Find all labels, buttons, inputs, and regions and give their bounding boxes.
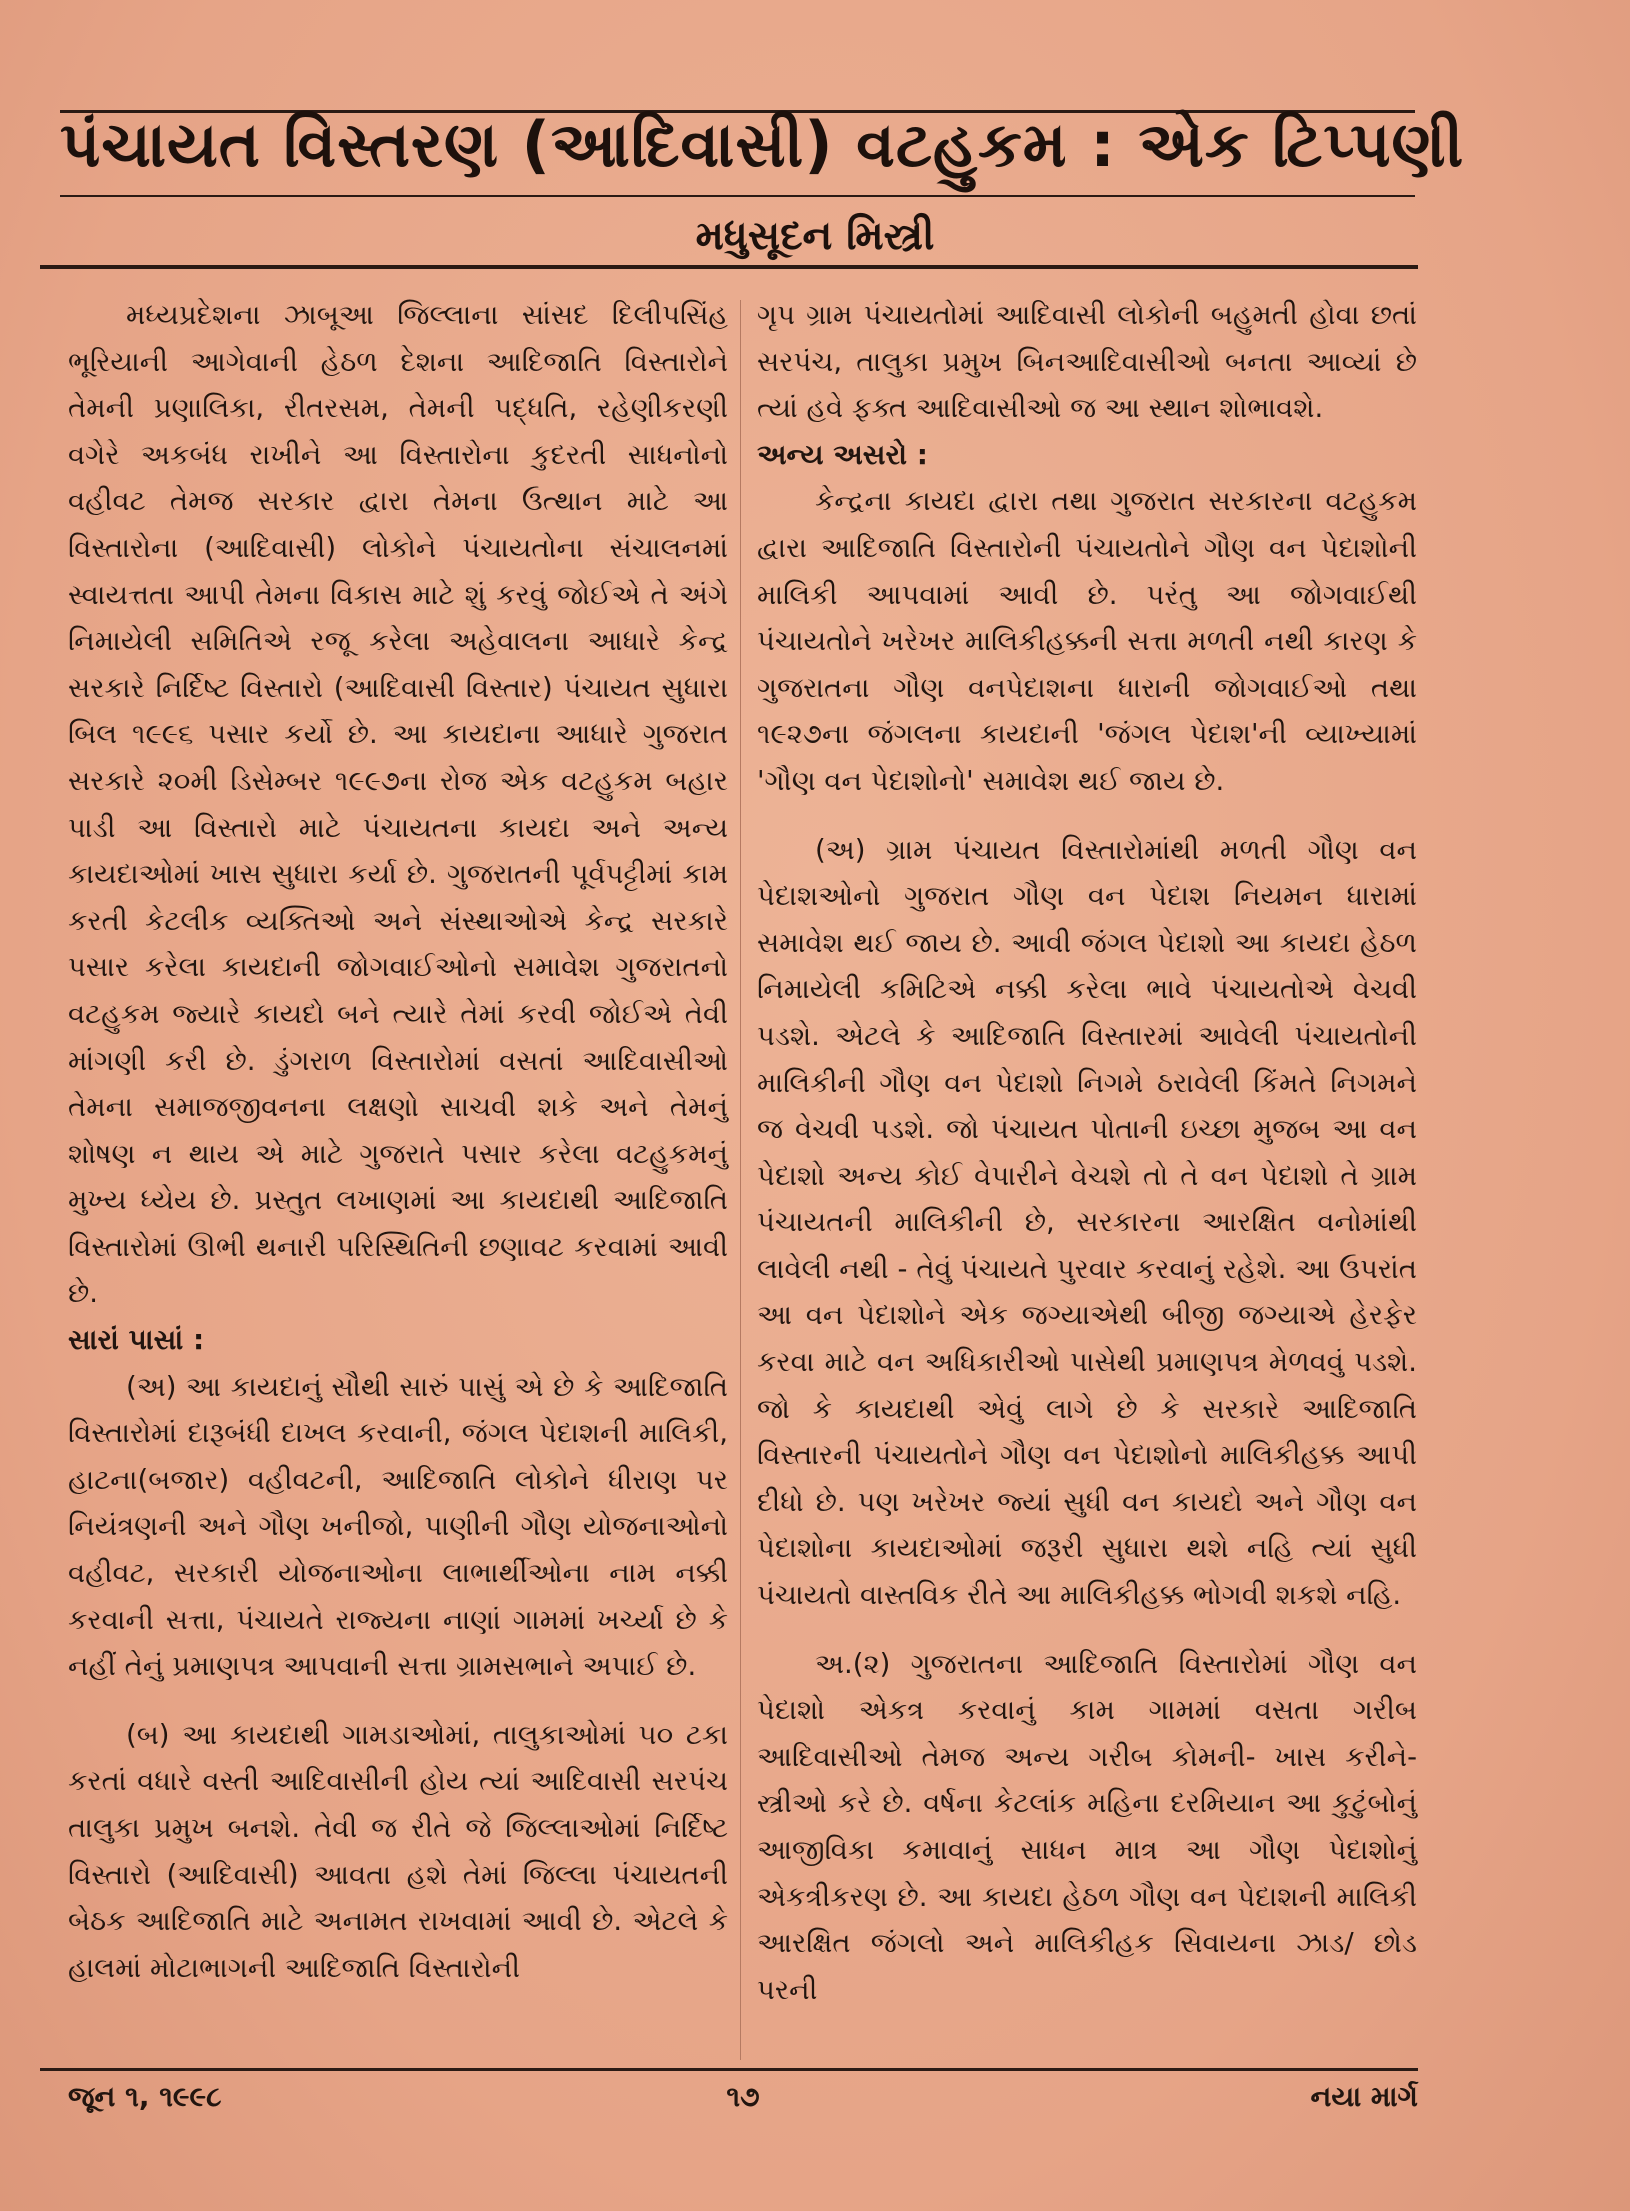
article-title: પંચાયત વિસ્તરણ (આદિવાસી) વટહુકમ : એક ટિપ્પણી <box>60 108 1465 181</box>
article-author: મધુસૂદન મિસ્ત્રી <box>695 213 935 259</box>
left-column <box>68 292 728 1991</box>
left-paragraph-a: (અ) આ કાયદાનું સૌથી સારું પાસું એ છે કે આદિજાતિ વિસ્તારોમાં દારૂબંધી દાખલ કરવાની, જંગલ પેદાશની માલિકી, હાટના(બજાર) વહીવટની, આદિજાતિ લોકોને ધીરાણ પર નિયંત્રણની અને ગૌણ ખનીજો, પાણીની ગૌણ યોજનાઓનો વહીવટ, સરકારી યોજનાઓના લાભાર્થીઓના નામ નક્કી કરવાની સત્તા, પંચાયતે રાજ્યના નાણાં ગામમાં ખર્ચ્યા છે કે નહીં તેનું પ્રમાણપત્ર આપવાની સત્તા ગ્રામસભાને અપાઈ છે. <box>68 1370 728 1683</box>
footer-publication: નયા માર્ગ <box>1310 2080 1418 2113</box>
right-column <box>757 292 1417 2013</box>
paragraph-gap <box>757 1619 1417 1641</box>
author-bottom-rule <box>40 265 1418 269</box>
footer-page-number: ૧૭ <box>726 2080 760 2113</box>
footer-rule <box>40 2068 1418 2071</box>
right-paragraph-a2: અ.(૨) ગુજરાતના આદિજાતિ વિસ્તારોમાં ગૌણ વન પેદાશો એકત્ર કરવાનું કામ ગામમાં વસતા ગરીબ આદિવાસીઓ તેમજ અન્ય ગરીબ કોમની- ખાસ કરીને- સ્ત્રીઓ કરે છે. વર્ષના કેટલાંક મહિના દરમિયાન આ કુટુંબોનું આજીવિકા કમાવાનું સાધન માત્ર આ ગૌણ પેદાશોનું એકત્રીકરણ છે. આ કાયદા હેઠળ ગૌણ વન પેદાશની માલિકી આરક્ષિત જંગલો અને માલિકીહક સિવાયના ઝાડ/ છોડ પરની <box>757 1647 1417 2006</box>
section-heading-other-effects: અન્ય અસરો : <box>757 437 928 471</box>
left-paragraph-intro: મધ્યપ્રદેશના ઝાબૂઆ જિલ્લાના સાંસદ દિલીપસિંહ ભૂરિયાની આગેવાની હેઠળ દેશના આદિજાતિ વિસ્તારોને તેમની પ્રણાલિકા, રીતરસમ, તેમની પદ્ધતિ, રહેણીકરણી વગેરે અકબંધ રાખીને આ વિસ્તારોના કુદરતી સાધનોનો વહીવટ તેમજ સરકાર દ્વારા તેમના ઉત્થાન માટે આ વિસ્તારોના (આદિવાસી) લોકોને પંચાયતોના સંચાલનમાં સ્વાયત્તતા આપી તેમના વિકાસ માટે શું કરવું જોઈએ તે અંગે નિમાયેલી સમિતિએ રજૂ કરેલા અહેવાલના આધારે કેન્દ્ર સરકારે નિર્દિષ્ટ વિસ્તારો (આદિવાસી વિસ્તાર) પંચાયત સુધારા બિલ ૧૯૯૬ પસાર કર્યો છે. આ કાયદાના આધારે ગુજરાત સરકારે ૨૦મી ડિસેમ્બર ૧૯૯૭ના રોજ એક વટહુકમ બહાર પાડી આ વિસ્તારો માટે પંચાયતના કાયદા અને અન્ય કાયદાઓમાં ખાસ સુધારા કર્યા છે. ગુજરાતની પૂર્વપટ્ટીમાં કામ કરતી કેટલીક વ્યક્તિઓ અને સંસ્થાઓએ કેન્દ્ર સરકારે પસાર કરેલા કાયદાની જોગવાઈઓનો સમાવેશ ગુજરાતનો વટહુકમ જ્યારે કાયદો બને ત્યારે તેમાં કરવી જોઈએ તેવી માંગણી કરી છે. ડુંગરાળ વિસ્તારોમાં વસતાં આદિવાસીઓ તેમના સમાજજીવનના લક્ષણો સાચવી શકે અને તેમનું શોષણ ન થાય એ માટે ગુજરાતે પસાર કરેલા વટહુકમનું મુખ્ય ધ્યેય છે. પ્રસ્તુત લખાણમાં આ કાયદાથી આદિજાતિ વિસ્તારોમાં ઊભી થનારી પરિસ્થિતિની છણાવટ કરવામાં આવી છે. <box>68 299 728 1310</box>
section-heading-good-aspects: સારાં પાસાં : <box>68 1323 205 1357</box>
column-divider <box>740 300 741 2060</box>
right-paragraph-continued: ગૃપ ગ્રામ પંચાયતોમાં આદિવાસી લોકોની બહુમતી હોવા છતાં સરપંચ, તાલુકા પ્રમુખ બિનઆદિવાસીઓ બનતા આવ્યાં છે ત્યાં હવે ફક્ત આદિવાસીઓ જ આ સ્થાન શોભાવશે. <box>757 299 1417 425</box>
footer-date: જૂન ૧, ૧૯૯૮ <box>68 2080 222 2113</box>
paragraph-gap <box>757 805 1417 827</box>
right-paragraph-intro: કેન્દ્રના કાયદા દ્વારા તથા ગુજરાત સરકારના વટહુકમ દ્વારા આદિજાતિ વિસ્તારોની પંચાયતોને ગૌણ વન પેદાશોની માલિકી આપવામાં આવી છે. પરંતુ આ જોગવાઈથી પંચાયતોને ખરેખર માલિકીહક્કની સત્તા મળતી નથી કારણ કે ગુજરાતના ગૌણ વનપેદાશના ધારાની જોગવાઈઓ તથા ૧૯૨૭ના જંગલના કાયદાની 'જંગલ પેદાશ'ની વ્યાખ્યામાં 'ગૌણ વન પેદાશોનો' સમાવેશ થઈ જાય છે. <box>757 485 1417 797</box>
right-paragraph-a: (અ) ગ્રામ પંચાયત વિસ્તારોમાંથી મળતી ગૌણ વન પેદાશઓનો ગુજરાત ગૌણ વન પેદાશ નિયમન ધારામાં સમાવેશ થઈ જાય છે. આવી જંગલ પેદાશો આ કાયદા હેઠળ નિમાયેલી કમિટિએ નક્કી કરેલા ભાવે પંચાયતોએ વેચવી પડશે. એટલે કે આદિજાતિ વિસ્તારમાં આવેલી પંચાયતોની માલિકીની ગૌણ વન પેદાશો નિગમે ઠરાવેલી કિંમતે નિગમને જ વેચવી પડશે. જો પંચાયત પોતાની ઇચ્છા મુજબ આ વન પેદાશો અન્ય કોઈ વેપારીને વેચશે તો તે વન પેદાશો તે ગ્રામ પંચાયતની માલિકીની છે, સરકારના આરક્ષિત વનોમાંથી લાવેલી નથી - તેવું પંચાયતે પુરવાર કરવાનું રહેશે. આ ઉપરાંત આ વન પેદાશોને એક જગ્યાએથી બીજી જગ્યાએ હેરફેર કરવા માટે વન અધિકારીઓ પાસેથી પ્રમાણપત્ર મેળવવું પડશે. જો કે કાયદાથી એવું લાગે છે કે સરકારે આદિજાતિ વિસ્તારની પંચાયતોને ગૌણ વન પેદાશોનો માલિકીહક્ક આપી દીધો છે. પણ ખરેખર જ્યાં સુધી વન કાયદો અને ગૌણ વન પેદાશોના કાયદાઓમાં જરૂરી સુધારા થશે નહિ ત્યાં સુધી પંચાયતો વાસ્તવિક રીતે આ માલિકીહક્ક ભોગવી શકશે નહિ. <box>757 833 1417 1612</box>
paragraph-gap <box>68 1690 728 1712</box>
left-paragraph-b: (બ) આ કાયદાથી ગામડાઓમાં, તાલુકાઓમાં ૫૦ ટકા કરતાં વધારે વસ્તી આદિવાસીની હોય ત્યાં આદિવાસી સરપંચ તાલુકા પ્રમુખ બનશે. તેવી જ રીતે જે જિલ્લાઓમાં નિર્દિષ્ટ વિસ્તારો (આદિવાસી) આવતા હશે તેમાં જિલ્લા પંચાયતની બેઠક આદિજાતિ માટે અનામત રાખવામાં આવી છે. એટલે કે હાલમાં મોટાભાગની આદિજાતિ વિસ્તારોની <box>68 1718 728 1984</box>
title-bottom-rule <box>60 195 1415 197</box>
